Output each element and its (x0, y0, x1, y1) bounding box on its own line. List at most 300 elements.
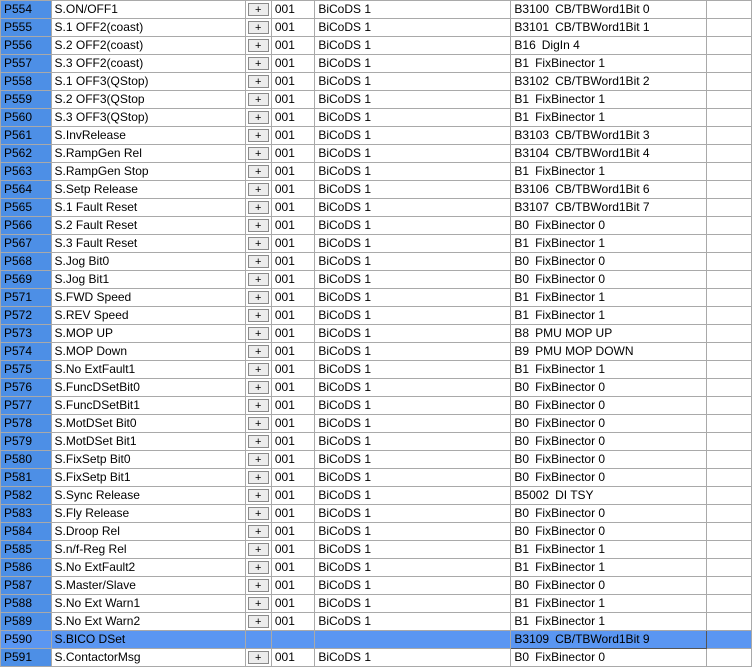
source-binector[interactable] (511, 37, 707, 55)
parameter-name: S.3 OFF2(coast) (51, 55, 245, 73)
empty-cell (707, 307, 752, 325)
source-name: FixBinector 1 (535, 560, 606, 574)
parameter-row[interactable] (1, 487, 752, 505)
source-code: B0 (514, 506, 530, 520)
source-name: CB/TBWord1Bit 9 (555, 632, 650, 646)
empty-cell (707, 559, 752, 577)
source-code: B0 (514, 254, 530, 268)
parameter-number[interactable]: P565 (1, 199, 52, 217)
parameter-row[interactable] (1, 541, 752, 559)
parameter-name: S.MotDSet Bit1 (51, 433, 245, 451)
source-name: CB/TBWord1Bit 2 (555, 74, 650, 88)
empty-cell (707, 55, 752, 73)
parameter-row[interactable] (1, 55, 752, 73)
parameter-number[interactable]: P582 (1, 487, 52, 505)
parameter-row[interactable] (1, 163, 752, 181)
parameter-number[interactable]: P577 (1, 397, 52, 415)
parameter-name: S.Sync Release (51, 487, 245, 505)
source-name: CB/TBWord1Bit 6 (555, 182, 650, 196)
source-binector[interactable] (511, 289, 707, 307)
empty-cell (707, 505, 752, 523)
parameter-row[interactable] (1, 19, 752, 37)
source-binector[interactable] (511, 523, 707, 541)
dataset-label: BiCoDS 1 (315, 595, 511, 613)
expand-button[interactable]: + (248, 21, 269, 34)
parameter-row[interactable] (1, 73, 752, 91)
parameter-name: S.FWD Speed (51, 289, 245, 307)
parameter-row[interactable] (1, 109, 752, 127)
source-binector[interactable] (511, 649, 707, 667)
parameter-number[interactable]: P557 (1, 55, 52, 73)
source-binector[interactable] (511, 469, 707, 487)
source-name: FixBinector 0 (535, 452, 606, 466)
expand-cell (245, 379, 271, 397)
source-name: FixBinector 0 (535, 524, 606, 538)
parameter-number[interactable]: P585 (1, 541, 52, 559)
empty-cell (707, 541, 752, 559)
parameter-name: S.1 Fault Reset (51, 199, 245, 217)
source-code: B3104 (514, 146, 550, 160)
expand-button[interactable]: + (248, 237, 269, 250)
source-name: FixBinector 1 (535, 92, 606, 106)
source-code: B1 (514, 560, 530, 574)
dataset-label: BiCoDS 1 (315, 217, 511, 235)
expand-cell (245, 469, 271, 487)
parameter-number[interactable]: P556 (1, 37, 52, 55)
parameter-name: S.ContactorMsg (51, 649, 245, 667)
source-binector[interactable] (511, 415, 707, 433)
empty-cell (707, 91, 752, 109)
parameter-name: S.REV Speed (51, 307, 245, 325)
source-binector[interactable] (511, 343, 707, 361)
source-code: B0 (514, 470, 530, 484)
empty-cell (707, 433, 752, 451)
source-code: B1 (514, 236, 530, 250)
expand-button[interactable]: + (248, 471, 269, 484)
expand-button[interactable]: + (248, 597, 269, 610)
parameter-row[interactable] (1, 379, 752, 397)
parameter-name: S.RampGen Stop (51, 163, 245, 181)
expand-cell (245, 217, 271, 235)
parameter-number[interactable]: P569 (1, 271, 52, 289)
parameter-name: S.FuncDSetBit0 (51, 379, 245, 397)
expand-button[interactable]: + (248, 183, 269, 196)
source-binector[interactable] (511, 451, 707, 469)
parameter-number[interactable]: P559 (1, 91, 52, 109)
parameter-index: 001 (271, 1, 314, 19)
expand-button[interactable]: + (248, 651, 269, 664)
parameter-row[interactable] (1, 523, 752, 541)
expand-cell (245, 109, 271, 127)
parameter-row[interactable] (1, 127, 752, 145)
parameter-number[interactable]: P563 (1, 163, 52, 181)
parameter-number[interactable]: P564 (1, 181, 52, 199)
expand-button[interactable]: + (248, 579, 269, 592)
source-binector[interactable] (511, 1, 707, 19)
parameter-row[interactable] (1, 631, 752, 649)
source-binector[interactable] (511, 577, 707, 595)
parameter-index: 001 (271, 289, 314, 307)
parameter-number[interactable]: P584 (1, 523, 52, 541)
expand-button[interactable]: + (248, 291, 269, 304)
source-name: DigIn 4 (541, 38, 580, 52)
empty-cell (707, 289, 752, 307)
source-code: B0 (514, 578, 530, 592)
source-name: FixBinector 0 (535, 470, 606, 484)
parameter-index: 001 (271, 361, 314, 379)
parameter-name: S.MOP Down (51, 343, 245, 361)
source-code: B1 (514, 542, 530, 556)
expand-button[interactable]: + (248, 273, 269, 286)
parameter-row[interactable] (1, 91, 752, 109)
dataset-label: BiCoDS 1 (315, 379, 511, 397)
source-code: B3101 (514, 20, 550, 34)
source-binector[interactable] (511, 91, 707, 109)
expand-button[interactable]: + (248, 525, 269, 538)
source-binector[interactable] (511, 487, 707, 505)
parameter-name: S.n/f-Reg Rel (51, 541, 245, 559)
expand-button[interactable]: + (248, 3, 269, 16)
parameter-row[interactable] (1, 577, 752, 595)
parameter-number[interactable]: P574 (1, 343, 52, 361)
expand-button[interactable]: + (248, 489, 269, 502)
parameter-number[interactable]: P567 (1, 235, 52, 253)
parameter-number[interactable]: P562 (1, 145, 52, 163)
expand-button[interactable]: + (248, 75, 269, 88)
empty-cell (707, 469, 752, 487)
parameter-number[interactable]: P579 (1, 433, 52, 451)
dataset-label: BiCoDS 1 (315, 37, 511, 55)
source-name: FixBinector 1 (535, 542, 606, 556)
empty-cell (707, 361, 752, 379)
parameter-name: S.RampGen Rel (51, 145, 245, 163)
parameter-name: S.Master/Slave (51, 577, 245, 595)
expand-button[interactable]: + (248, 363, 269, 376)
expand-cell (245, 397, 271, 415)
expand-cell (245, 145, 271, 163)
parameter-index: 001 (271, 199, 314, 217)
source-name: FixBinector 0 (535, 398, 606, 412)
dataset-label: BiCoDS 1 (315, 487, 511, 505)
empty-cell (707, 325, 752, 343)
expand-button[interactable]: + (248, 309, 269, 322)
source-binector[interactable] (511, 541, 707, 559)
parameter-row[interactable] (1, 469, 752, 487)
source-name: FixBinector 1 (535, 164, 606, 178)
parameter-index: 001 (271, 379, 314, 397)
parameter-row[interactable] (1, 145, 752, 163)
parameter-row[interactable] (1, 595, 752, 613)
parameter-number[interactable]: P581 (1, 469, 52, 487)
dataset-label: BiCoDS 1 (315, 19, 511, 37)
parameter-number[interactable]: P554 (1, 1, 52, 19)
source-name: CB/TBWord1Bit 3 (555, 128, 650, 142)
source-binector[interactable] (511, 559, 707, 577)
parameter-number[interactable]: P576 (1, 379, 52, 397)
parameter-number[interactable]: P590 (1, 631, 52, 649)
parameter-name: S.No Ext Warn2 (51, 613, 245, 631)
source-binector[interactable] (511, 595, 707, 613)
parameter-number[interactable]: P587 (1, 577, 52, 595)
parameter-name: S.MOP UP (51, 325, 245, 343)
expand-button[interactable]: + (248, 327, 269, 340)
source-code: B3102 (514, 74, 550, 88)
source-code: B3106 (514, 182, 550, 196)
empty-cell (707, 253, 752, 271)
expand-button[interactable]: + (248, 129, 269, 142)
source-binector[interactable] (511, 271, 707, 289)
source-binector[interactable] (511, 361, 707, 379)
expand-button[interactable]: + (248, 219, 269, 232)
source-binector[interactable] (511, 307, 707, 325)
expand-cell (245, 505, 271, 523)
empty-cell (707, 631, 752, 649)
parameter-number[interactable]: P589 (1, 613, 52, 631)
parameter-row[interactable] (1, 559, 752, 577)
source-binector[interactable] (511, 55, 707, 73)
source-binector[interactable] (511, 505, 707, 523)
dataset-label (315, 631, 511, 649)
source-binector[interactable] (511, 73, 707, 91)
parameter-name: S.1 OFF2(coast) (51, 19, 245, 37)
parameter-row[interactable] (1, 253, 752, 271)
expand-cell (245, 37, 271, 55)
empty-cell (707, 523, 752, 541)
source-code: B16 (514, 38, 536, 52)
source-binector[interactable] (511, 379, 707, 397)
expand-button[interactable]: + (248, 507, 269, 520)
source-code: B0 (514, 416, 530, 430)
parameter-number[interactable]: P568 (1, 253, 52, 271)
source-name: FixBinector 0 (535, 434, 606, 448)
parameter-index: 001 (271, 613, 314, 631)
dataset-label: BiCoDS 1 (315, 361, 511, 379)
parameter-number[interactable]: P572 (1, 307, 52, 325)
source-binector[interactable] (511, 127, 707, 145)
dataset-label: BiCoDS 1 (315, 505, 511, 523)
parameter-number[interactable]: P591 (1, 649, 52, 667)
parameter-name: S.Fly Release (51, 505, 245, 523)
source-binector[interactable] (511, 235, 707, 253)
source-binector[interactable] (511, 433, 707, 451)
parameter-row[interactable] (1, 397, 752, 415)
source-binector[interactable] (511, 217, 707, 235)
parameter-row[interactable] (1, 271, 752, 289)
source-binector[interactable] (511, 631, 707, 649)
source-name: FixBinector 1 (535, 56, 606, 70)
source-binector[interactable] (511, 163, 707, 181)
expand-button[interactable]: + (248, 57, 269, 70)
source-code: B3103 (514, 128, 550, 142)
source-code: B3100 (514, 2, 550, 16)
parameter-name: S.No Ext Warn1 (51, 595, 245, 613)
expand-button[interactable]: + (248, 435, 269, 448)
dataset-label: BiCoDS 1 (315, 1, 511, 19)
source-name: FixBinector 1 (535, 290, 606, 304)
source-code: B0 (514, 452, 530, 466)
expand-cell (245, 289, 271, 307)
source-binector[interactable] (511, 181, 707, 199)
expand-button[interactable]: + (248, 381, 269, 394)
dataset-label: BiCoDS 1 (315, 91, 511, 109)
parameter-row[interactable] (1, 433, 752, 451)
parameter-row[interactable] (1, 325, 752, 343)
parameter-index: 001 (271, 469, 314, 487)
parameter-number[interactable]: P555 (1, 19, 52, 37)
parameter-number[interactable]: P578 (1, 415, 52, 433)
dataset-label: BiCoDS 1 (315, 307, 511, 325)
parameter-number[interactable]: P560 (1, 109, 52, 127)
parameter-number[interactable]: P575 (1, 361, 52, 379)
dataset-label: BiCoDS 1 (315, 649, 511, 667)
parameter-index: 001 (271, 37, 314, 55)
parameter-index: 001 (271, 505, 314, 523)
parameter-row[interactable] (1, 649, 752, 667)
source-binector[interactable] (511, 325, 707, 343)
parameter-index: 001 (271, 109, 314, 127)
parameter-index: 001 (271, 235, 314, 253)
dataset-label: BiCoDS 1 (315, 235, 511, 253)
expand-cell (245, 253, 271, 271)
expand-button[interactable]: + (248, 201, 269, 214)
parameter-name: S.3 Fault Reset (51, 235, 245, 253)
expand-cell (245, 361, 271, 379)
parameter-index: 001 (271, 487, 314, 505)
empty-cell (707, 577, 752, 595)
parameter-index: 001 (271, 55, 314, 73)
parameter-row[interactable] (1, 307, 752, 325)
parameter-number[interactable]: P573 (1, 325, 52, 343)
empty-cell (707, 145, 752, 163)
parameter-name: S.2 OFF2(coast) (51, 37, 245, 55)
source-binector[interactable] (511, 397, 707, 415)
parameter-index: 001 (271, 577, 314, 595)
expand-button[interactable]: + (248, 561, 269, 574)
parameter-name: S.1 OFF3(QStop) (51, 73, 245, 91)
parameter-name: S.FuncDSetBit1 (51, 397, 245, 415)
source-binector[interactable] (511, 109, 707, 127)
parameter-number[interactable]: P566 (1, 217, 52, 235)
source-binector[interactable] (511, 613, 707, 631)
parameter-index: 001 (271, 451, 314, 469)
expand-button[interactable]: + (248, 165, 269, 178)
expand-button[interactable]: + (248, 111, 269, 124)
expand-button[interactable]: + (248, 399, 269, 412)
source-binector[interactable] (511, 19, 707, 37)
empty-cell (707, 397, 752, 415)
parameter-name: S.Droop Rel (51, 523, 245, 541)
parameter-number[interactable]: P588 (1, 595, 52, 613)
expand-cell (245, 649, 271, 667)
parameter-number[interactable]: P583 (1, 505, 52, 523)
parameter-row[interactable] (1, 289, 752, 307)
parameter-row[interactable] (1, 505, 752, 523)
parameter-row[interactable] (1, 415, 752, 433)
expand-button[interactable]: + (248, 255, 269, 268)
parameter-row[interactable] (1, 37, 752, 55)
parameter-row[interactable] (1, 361, 752, 379)
parameter-index: 001 (271, 271, 314, 289)
parameter-index: 001 (271, 415, 314, 433)
parameter-row[interactable] (1, 199, 752, 217)
parameter-row[interactable] (1, 451, 752, 469)
expand-cell (245, 73, 271, 91)
expand-button[interactable]: + (248, 39, 269, 52)
source-binector[interactable] (511, 253, 707, 271)
expand-button[interactable]: + (248, 147, 269, 160)
expand-button[interactable]: + (248, 615, 269, 628)
parameter-row[interactable] (1, 181, 752, 199)
empty-cell (707, 73, 752, 91)
source-code: B9 (514, 344, 530, 358)
source-binector[interactable] (511, 199, 707, 217)
parameter-number[interactable]: P586 (1, 559, 52, 577)
empty-cell (707, 19, 752, 37)
dataset-label: BiCoDS 1 (315, 289, 511, 307)
expand-cell (245, 307, 271, 325)
empty-cell (707, 127, 752, 145)
source-name: FixBinector 0 (535, 416, 606, 430)
parameter-index: 001 (271, 127, 314, 145)
parameter-name: S.3 OFF3(QStop) (51, 109, 245, 127)
parameter-row[interactable] (1, 613, 752, 631)
dataset-label: BiCoDS 1 (315, 271, 511, 289)
source-name: FixBinector 0 (535, 272, 606, 286)
parameter-number[interactable]: P571 (1, 289, 52, 307)
parameter-name: S.Jog Bit0 (51, 253, 245, 271)
source-code: B1 (514, 308, 530, 322)
source-code: B0 (514, 272, 530, 286)
parameter-index: 001 (271, 217, 314, 235)
parameter-number[interactable]: P580 (1, 451, 52, 469)
source-name: DI TSY (555, 488, 594, 502)
source-name: CB/TBWord1Bit 0 (555, 2, 650, 16)
parameter-row[interactable] (1, 217, 752, 235)
parameter-name: S.FixSetp Bit1 (51, 469, 245, 487)
empty-cell (707, 343, 752, 361)
source-code: B3107 (514, 200, 550, 214)
empty-cell (707, 613, 752, 631)
source-name: FixBinector 0 (535, 578, 606, 592)
parameter-name: S.InvRelease (51, 127, 245, 145)
empty-cell (707, 109, 752, 127)
parameter-index: 001 (271, 649, 314, 667)
dataset-label: BiCoDS 1 (315, 109, 511, 127)
empty-cell (707, 235, 752, 253)
dataset-label: BiCoDS 1 (315, 181, 511, 199)
expand-cell (245, 595, 271, 613)
parameter-row[interactable] (1, 343, 752, 361)
empty-cell (707, 181, 752, 199)
source-binector[interactable] (511, 145, 707, 163)
source-name: CB/TBWord1Bit 4 (555, 146, 650, 160)
parameter-index: 001 (271, 397, 314, 415)
expand-button[interactable]: + (248, 93, 269, 106)
expand-cell (245, 541, 271, 559)
parameter-row[interactable] (1, 1, 752, 19)
parameter-number[interactable]: P558 (1, 73, 52, 91)
parameter-name: S.No ExtFault1 (51, 361, 245, 379)
empty-cell (707, 163, 752, 181)
expand-button[interactable]: + (248, 453, 269, 466)
parameter-number[interactable]: P561 (1, 127, 52, 145)
expand-button[interactable]: + (248, 543, 269, 556)
expand-button[interactable]: + (248, 345, 269, 358)
source-code: B0 (514, 650, 530, 664)
dataset-label: BiCoDS 1 (315, 433, 511, 451)
parameter-row[interactable] (1, 235, 752, 253)
expand-button[interactable]: + (248, 417, 269, 430)
